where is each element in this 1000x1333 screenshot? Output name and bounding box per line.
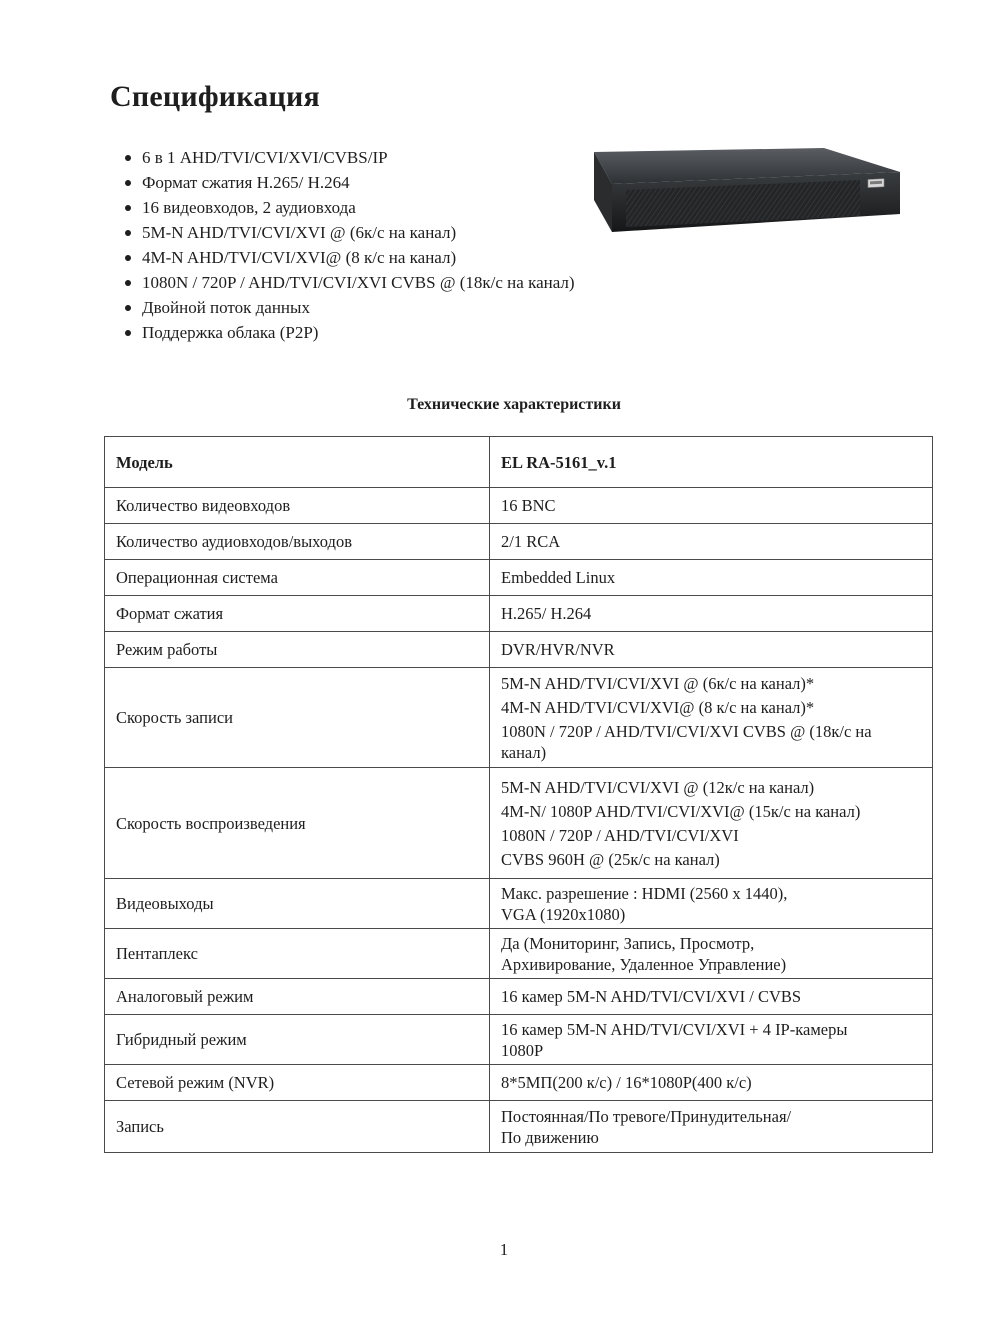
spec-label-cell: Запись xyxy=(105,1101,490,1153)
table-row xyxy=(105,929,933,979)
spec-value-line: DVR/HVR/NVR xyxy=(501,640,615,659)
spec-value-line: VGA (1920x1080) xyxy=(501,904,626,924)
spec-label-cell: Сетевой режим (NVR) xyxy=(105,1065,490,1101)
table-row xyxy=(105,488,933,524)
table-row xyxy=(105,560,933,596)
list-item: 6 в 1 AHD/TVI/CVI/XVI/CVBS/IP xyxy=(112,145,575,170)
spec-value-line: Embedded Linux xyxy=(501,568,616,587)
spec-label-cell: Аналоговый режим xyxy=(105,979,490,1015)
spec-value-line: 1080N / 720P / AHD/TVI/CVI/XVI xyxy=(501,825,739,845)
spec-value-cell xyxy=(490,929,933,979)
list-item: Поддержка облака (P2P) xyxy=(112,320,575,345)
bullet-icon xyxy=(125,205,131,211)
spec-value-line: 16 камер 5M-N AHD/TVI/CVI/XVI / CVBS xyxy=(501,987,802,1006)
spec-value-line: CVBS 960H @ (25к/с на канал) xyxy=(501,849,720,869)
spec-label-cell: Формат сжатия xyxy=(105,596,490,632)
table-row xyxy=(105,1015,933,1065)
spec-value-cell xyxy=(490,488,933,524)
table-row xyxy=(105,879,933,929)
spec-value-cell xyxy=(490,1015,933,1065)
section-title: Технические характеристики xyxy=(407,396,621,413)
spec-value-cell xyxy=(490,560,933,596)
list-item: 5M-N AHD/TVI/CVI/XVI @ (6к/с на канал) xyxy=(112,220,575,245)
table-row xyxy=(105,596,933,632)
table-row xyxy=(105,768,933,879)
spec-value-line: 2/1 RCA xyxy=(501,532,561,551)
table-row xyxy=(105,632,933,668)
spec-label-cell: Гибридный режим xyxy=(105,1015,490,1065)
spec-label-cell: Режим работы xyxy=(105,632,490,668)
spec-value-line: канал) xyxy=(501,742,547,762)
page-number: 1 xyxy=(499,1240,509,1259)
table-row xyxy=(105,1065,933,1101)
spec-value-line: По движению xyxy=(501,1127,599,1147)
spec-value-line: 4M-N/ 1080P AHD/TVI/CVI/XVI@ (15к/с на канал) xyxy=(501,801,861,821)
spec-value-line: 1080N / 720P / AHD/TVI/CVI/XVI CVBS @ (18к/с на xyxy=(501,721,872,741)
spec-label-cell: Скорость воспроизведения xyxy=(105,768,490,879)
bullet-icon xyxy=(125,305,131,311)
table-row xyxy=(105,979,933,1015)
dvr-device-image xyxy=(592,148,902,236)
list-item: Формат сжатия H.265/ H.264 xyxy=(112,170,575,195)
spec-value-cell xyxy=(490,596,933,632)
table-row xyxy=(105,1101,933,1153)
spec-value-line: 1080P xyxy=(501,1040,544,1060)
spec-value-cell xyxy=(490,1101,933,1153)
list-item: 1080N / 720P / AHD/TVI/CVI/XVI CVBS @ (18к/с на канал) xyxy=(112,270,575,295)
spec-label-cell: Количество видеовходов xyxy=(105,488,490,524)
bullet-icon xyxy=(125,230,131,236)
table-header-row xyxy=(105,437,933,488)
bullet-icon xyxy=(125,180,131,186)
list-item: 4M-N AHD/TVI/CVI/XVI@ (8 к/с на канал) xyxy=(112,245,575,270)
spec-label-cell: Скорость записи xyxy=(105,668,490,768)
spec-value-line: Макс. разрешение : HDMI (2560 x 1440), xyxy=(501,883,788,903)
spec-value-cell xyxy=(490,879,933,929)
spec-value-line: Архивирование, Удаленное Управление) xyxy=(501,954,787,974)
spec-value-line: 8*5МП(200 к/с) / 16*1080P(400 к/с) xyxy=(501,1073,752,1092)
spec-value-line: 5M-N AHD/TVI/CVI/XVI @ (6к/с на канал)* xyxy=(501,673,815,693)
spec-value-line: Постоянная/По тревоге/Принудительная/ xyxy=(501,1106,792,1126)
spec-value-line: 16 камер 5M-N AHD/TVI/CVI/XVI + 4 IP-камеры xyxy=(501,1019,848,1039)
spec-value-line: 4M-N AHD/TVI/CVI/XVI@ (8 к/с на канал)* xyxy=(501,697,815,717)
spec-value-cell xyxy=(490,524,933,560)
spec-value-cell xyxy=(490,768,933,879)
spec-table xyxy=(104,436,933,1153)
spec-value-line: 16 BNC xyxy=(501,496,556,515)
bullet-icon xyxy=(125,330,131,336)
spec-label-cell: Видеовыходы xyxy=(105,879,490,929)
list-item: Двойной поток данных xyxy=(112,295,575,320)
spec-label-cell: Операционная система xyxy=(105,560,490,596)
spec-label-cell: Пентаплекс xyxy=(105,929,490,979)
feature-list xyxy=(112,145,575,345)
bullet-icon xyxy=(125,280,131,286)
spec-value-line: 5M-N AHD/TVI/CVI/XVI @ (12к/с на канал) xyxy=(501,777,815,797)
table-row xyxy=(105,668,933,768)
spec-value-cell xyxy=(490,632,933,668)
table-row xyxy=(105,524,933,560)
spec-value-cell xyxy=(490,1065,933,1101)
spec-value-cell xyxy=(490,668,933,768)
spec-value-line: H.265/ H.264 xyxy=(501,604,592,623)
spec-value-cell xyxy=(490,979,933,1015)
bullet-icon xyxy=(125,155,131,161)
spec-value-line: Да (Мониторинг, Запись, Просмотр, xyxy=(501,933,755,953)
header-label-cell: Модель xyxy=(105,437,490,488)
spec-label-cell: Количество аудиовходов/выходов xyxy=(105,524,490,560)
list-item: 16 видеовходов, 2 аудиовхода xyxy=(112,195,575,220)
page-title: Спецификация xyxy=(110,80,320,113)
bullet-icon xyxy=(125,255,131,261)
header-value-cell: EL RA-5161_v.1 xyxy=(490,437,933,488)
